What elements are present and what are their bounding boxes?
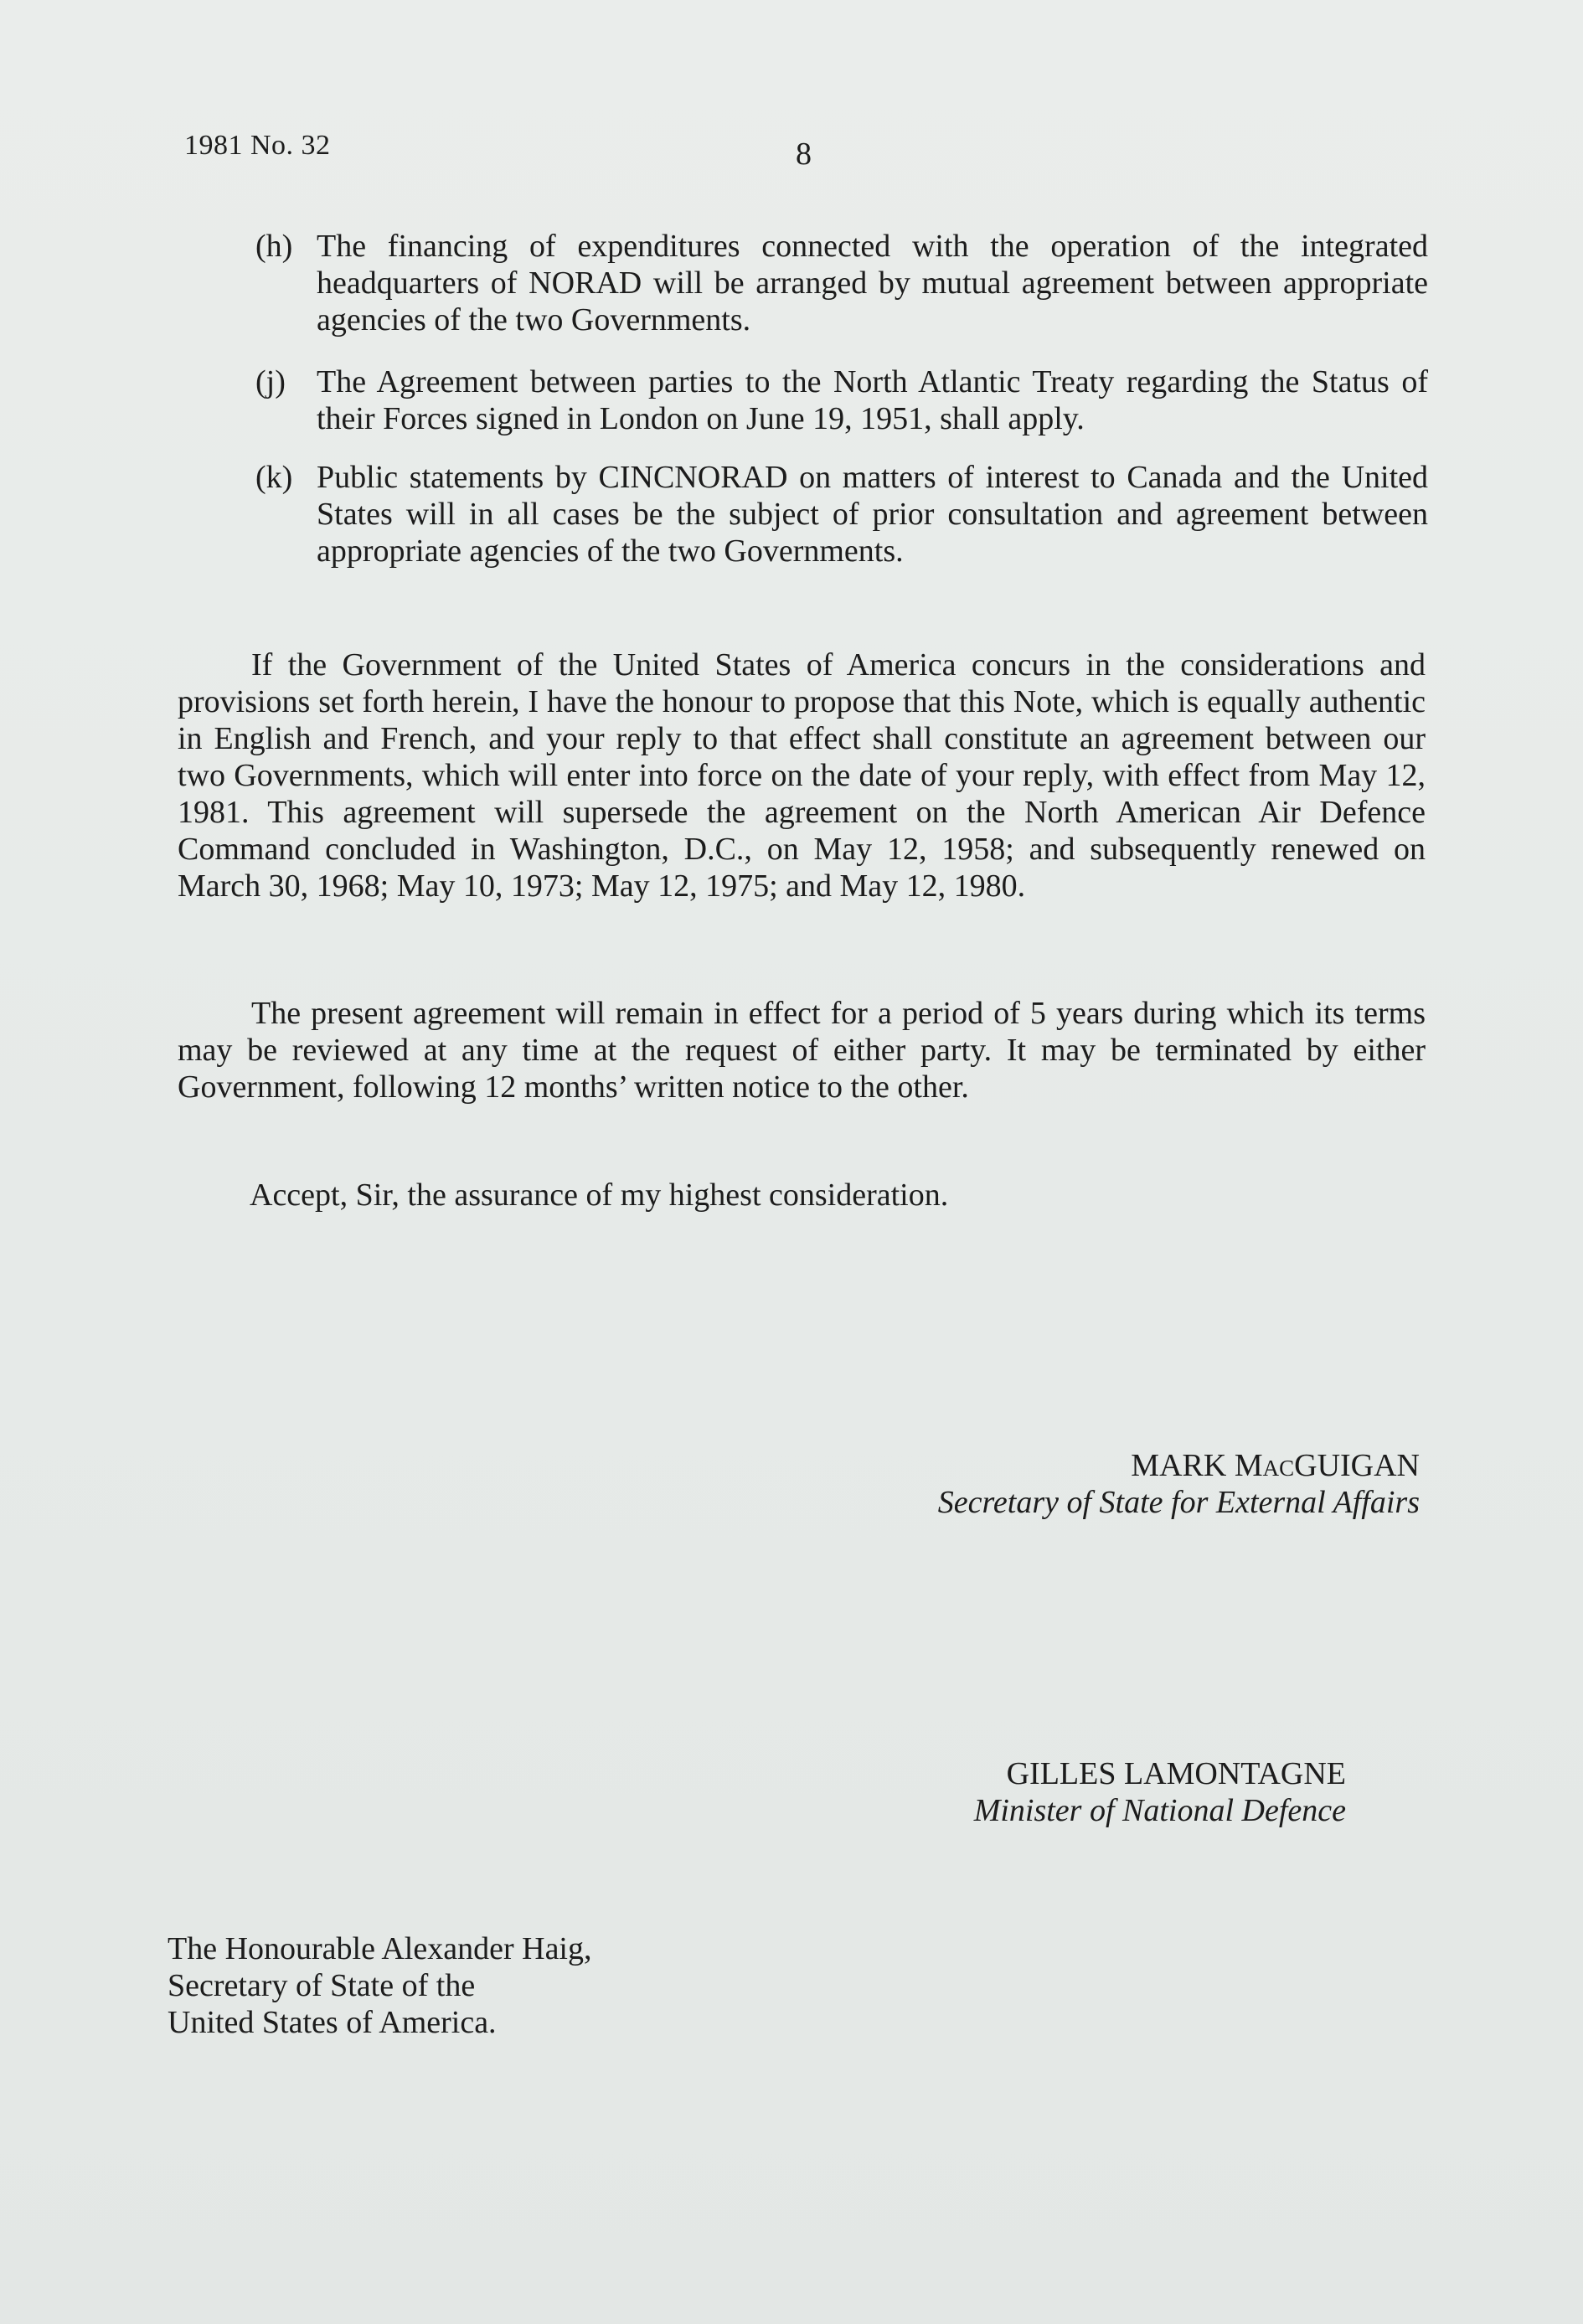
- page-number: 8: [796, 137, 812, 172]
- body-paragraph-1: If the Government of the United States of America concurs in the considerations and provisions set forth herein, I have the honour to propose that this Note, which is equally authentic in English and French, and your reply to that effect shall constitute an agreement between our two Governments, which will enter into force on the date of your reply, with effect from May 12, 1981. This agreement will supersede the agreement on the North American Air Defence Command concluded in Washington, D.C., on May 12, 1958; and subsequently renewed on March 30, 1968; May 10, 1973; May 12, 1975; and May 12, 1980.: [178, 647, 1426, 904]
- signature-block-1: [938, 1447, 1420, 1521]
- addressee-line: The Honourable Alexander Haig,: [168, 1931, 592, 1966]
- signatory-name: GILLES LAMONTAGNE: [1006, 1756, 1346, 1791]
- addressee-line: United States of America.: [168, 2005, 497, 2040]
- closing-line: Accept, Sir, the assurance of my highest consideration.: [250, 1177, 949, 1213]
- addressee-block: [168, 1930, 592, 2041]
- list-item-text: The financing of expenditures connected with the operation of the integrated headquarters of NORAD will be arranged by mutual agreement between appropriate agencies of the two Governments.: [317, 229, 1428, 338]
- list-item-h: [255, 228, 1428, 338]
- list-item-j: [255, 363, 1428, 437]
- document-reference: 1981 No. 32: [184, 130, 331, 161]
- list-item-text: Public statements by CINCNORAD on matters of interest to Canada and the United States will in all cases be the subject of prior consultation and agreement between appropriate agencies of the two Governments.: [317, 460, 1428, 569]
- signatory-title: Minister of National Defence: [973, 1793, 1346, 1828]
- signatory-name: MARK MacGUIGAN: [1131, 1448, 1420, 1483]
- list-item-text: The Agreement between parties to the North Atlantic Treaty regarding the Status of their Forces signed in London on June 19, 1951, shall apply.: [317, 364, 1428, 436]
- list-item-marker: (k): [255, 460, 293, 495]
- signature-block-2: [974, 1755, 1346, 1829]
- list-item-marker: (j): [255, 364, 286, 399]
- signatory-title: Secretary of State for External Affairs: [937, 1485, 1420, 1520]
- addressee-line: Secretary of State of the: [168, 1968, 476, 2003]
- list-item-marker: (h): [255, 229, 293, 264]
- list-item-k: [255, 459, 1428, 569]
- body-paragraph-2: The present agreement will remain in effect for a period of 5 years during which its terms may be reviewed at any time at the request of either party. It may be terminated by either Government, following 12 months’ written notice to the other.: [178, 996, 1426, 1105]
